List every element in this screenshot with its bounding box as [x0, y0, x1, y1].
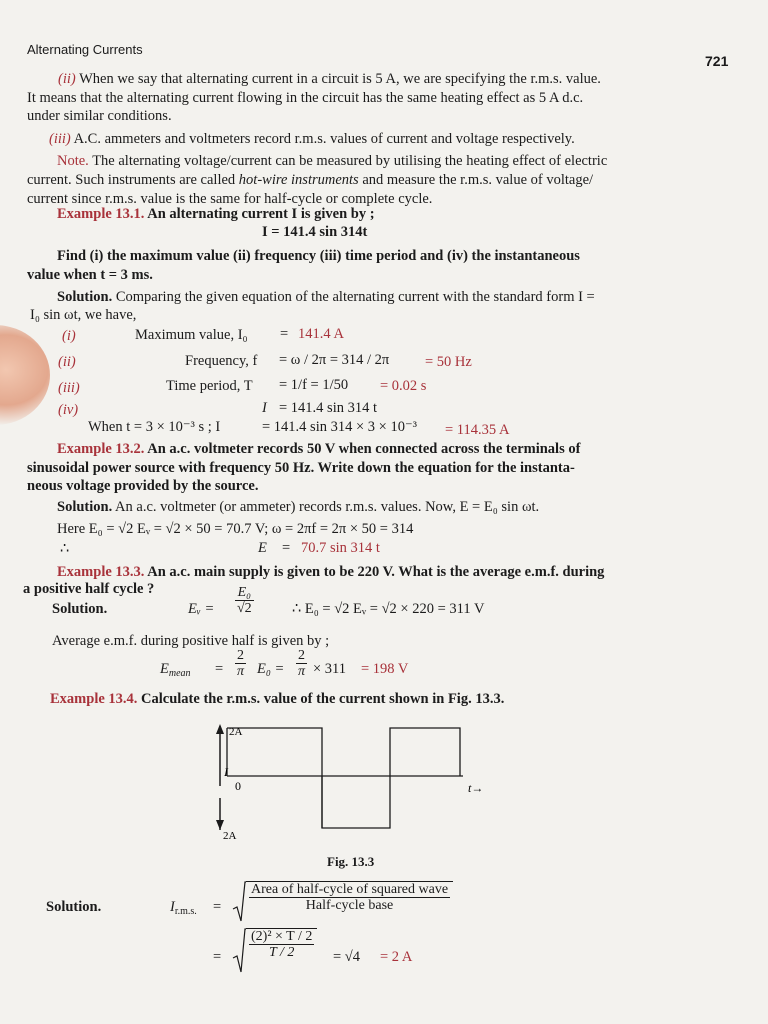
ex3-mid2: × 311	[313, 661, 347, 677]
ex4-solution-label: Solution.	[46, 899, 102, 915]
item-number: (ii)	[58, 71, 76, 87]
irms-symbol: I	[170, 899, 175, 915]
row-iii-number: (iii)	[58, 380, 80, 396]
example-label: Example 13.2.	[57, 441, 145, 457]
note-label: Note.	[57, 153, 89, 169]
example-question: An a.c. main supply is given to be 220 V. What is the average e.m.f. during	[147, 564, 605, 580]
example-13-2-title	[57, 440, 580, 458]
ex4-eq2: =	[213, 949, 222, 965]
example-13-1-title	[57, 205, 375, 223]
example-13-2-solution-line2: Here E₀ = √2 Eᵥ = √2 × 50 = 70.7 V; ω = 2πf = 2π × 50 = 314	[57, 521, 414, 537]
ex4-result: = 2 A	[380, 949, 413, 965]
row-v-eq: = 141.4 sin 314 × 3 × 10⁻³	[262, 419, 417, 435]
ex3-fraction-2	[296, 648, 307, 679]
ex3-e0-calc: ∴ E₀ = √2 Eᵥ = √2 × 220 = 311 V	[292, 601, 485, 617]
ex3-solution-label: Solution.	[52, 601, 108, 617]
radical-icon	[232, 881, 246, 923]
note-line2	[27, 171, 593, 189]
para-ii-line1	[58, 70, 601, 88]
para-iii	[49, 130, 575, 148]
example-13-1-solution-line2: I₀ sin ωt, we have,	[30, 307, 137, 323]
fraction-numerator: 2	[235, 648, 246, 664]
example-question: Calculate the r.m.s. value of the current shown in Fig. 13.3.	[141, 691, 505, 707]
solution-label: Solution.	[57, 499, 113, 515]
ex4-sqrt4: = √4	[333, 949, 361, 965]
row-v-lhs: When t = 3 × 10⁻³ s ; I	[88, 419, 221, 435]
fraction-numerator: E₀	[235, 585, 254, 601]
item-number: (iii)	[49, 131, 71, 147]
ex2-result-lhs: E	[258, 540, 267, 556]
solution-label: Solution.	[57, 289, 113, 305]
label-zero: 0	[235, 779, 241, 793]
ex2-result-eq: =	[282, 540, 291, 556]
ex4-root-1	[232, 881, 453, 923]
row-iv-number: (iv)	[58, 402, 79, 418]
ex4-root-2	[232, 928, 317, 974]
example-13-1-q3: value when t = 3 ms.	[27, 267, 153, 283]
example-question: An alternating current I is given by ;	[147, 206, 375, 222]
row-ii-number: (ii)	[58, 354, 76, 370]
radical-icon	[232, 928, 246, 974]
label-i: I	[224, 765, 228, 779]
example-13-1-solution	[57, 288, 595, 306]
emean-subscript: mean	[168, 668, 191, 679]
fraction-denominator: √2	[237, 601, 252, 616]
para-ii-line3: under similar conditions.	[27, 108, 172, 124]
square-wave-figure	[205, 718, 505, 848]
example-13-1-q2: Find (i) the maximum value (ii) frequency (iii) time period and (iv) the instantaneous	[57, 248, 580, 264]
para-ii-line2: It means that the alternating current flowing in the circuit has the same heating effect as 5 A d.c.	[27, 90, 584, 106]
up-arrow-icon	[216, 724, 224, 734]
example-question: An a.c. voltmeter records 50 V when connected across the terminals of	[147, 441, 581, 457]
row-v-value: = 114.35 A	[445, 422, 510, 438]
ex3-average-text: Average e.m.f. during positive half is given by ;	[52, 633, 330, 649]
row-ii-eq: = ω / 2π = 314 / 2π	[279, 352, 390, 368]
example-13-4-title	[50, 690, 504, 708]
example-13-2-q3: neous voltage provided by the source.	[27, 478, 259, 494]
para-text: When we say that alternating current in a circuit is 5 A, we are specifying the r.m.s. value.	[79, 71, 601, 87]
fraction-denominator: π	[298, 664, 306, 679]
row-iii-lhs: Time period, T	[166, 378, 253, 394]
example-13-3-q2: a positive half cycle ?	[23, 581, 155, 597]
note-text: and measure the r.m.s. value of voltage/	[358, 172, 594, 188]
note-emphasis: hot-wire instruments	[238, 172, 359, 188]
label-top-2a: 2A	[229, 726, 243, 738]
para-text: A.C. ammeters and voltmeters record r.m.s. values of current and voltage respectively.	[73, 131, 575, 147]
example-label: Example 13.3.	[57, 564, 145, 580]
note-text: The alternating voltage/current can be measured by utilising the heating effect of electric	[92, 153, 608, 169]
example-label: Example 13.4.	[50, 691, 138, 707]
ex2-result-value: 70.7 sin 314 t	[301, 540, 380, 556]
example-13-2-solution	[57, 498, 539, 516]
row-i-eq: =	[280, 326, 289, 342]
ex4-eq1: =	[213, 899, 222, 915]
note-line1	[57, 152, 607, 170]
note-line3: current since r.m.s. value is the same for half-cycle or complete cycle.	[27, 191, 433, 207]
square-wave-trace	[227, 728, 460, 828]
example-label: Example 13.1.	[57, 206, 145, 222]
example-13-1-equation: I = 141.4 sin 314t	[262, 224, 368, 240]
row-iv-lhs: I	[262, 400, 267, 416]
row-iii-eq: = 1/f = 1/50	[279, 377, 349, 393]
row-i-number: (i)	[62, 328, 76, 344]
ex3-mid1: E₀ =	[257, 661, 285, 677]
fraction-numerator: (2)² × T / 2	[251, 929, 313, 944]
ex3-emean	[160, 660, 191, 683]
example-13-2-q2: sinusoidal power source with frequency 50 Hz. Write down the equation for the instanta-	[27, 460, 575, 476]
fraction-denominator: Half-cycle base	[305, 898, 394, 913]
row-i-lhs: Maximum value, I₀	[135, 327, 248, 343]
fraction-denominator: T / 2	[268, 945, 295, 960]
row-i-value: 141.4 A	[298, 326, 344, 342]
solution-text: An a.c. voltmeter (or ammeter) records r.m.s. values. Now, E = E₀ sin ωt.	[115, 499, 540, 515]
ex4-irms	[170, 898, 197, 921]
ex3-value: = 198 V	[361, 661, 409, 677]
note-text: current. Such instruments are called	[27, 172, 239, 188]
finger-shadow	[0, 325, 50, 425]
emean-symbol: E	[160, 661, 169, 677]
row-iii-value: = 0.02 s	[380, 378, 427, 394]
ex3-ev: Eᵥ =	[188, 601, 215, 617]
irms-subscript: r.m.s.	[174, 906, 197, 917]
row-ii-lhs: Frequency, f	[185, 353, 258, 369]
fraction-denominator: π	[237, 664, 245, 679]
example-13-3-title	[57, 563, 604, 581]
row-iv-eq: = 141.4 sin 314 t	[279, 400, 378, 416]
solution-text: Comparing the given equation of the alternating current with the standard form I =	[115, 289, 595, 305]
therefore-symbol: ∴	[60, 541, 70, 557]
figure-caption: Fig. 13.3	[327, 854, 375, 869]
fraction-numerator: 2	[296, 648, 307, 664]
label-bottom-2a: 2A	[223, 830, 237, 842]
page-number: 721	[705, 53, 729, 69]
label-t: t→	[468, 781, 484, 795]
fraction-numerator: Area of half-cycle of squared wave	[251, 882, 449, 897]
chapter-header: Alternating Currents	[27, 42, 143, 57]
ex3-fraction-1	[235, 648, 246, 679]
ex3-fraction	[235, 585, 254, 616]
down-arrow-icon	[216, 820, 224, 830]
ex3-emean-eq: =	[215, 661, 224, 677]
row-ii-value: = 50 Hz	[425, 354, 472, 370]
